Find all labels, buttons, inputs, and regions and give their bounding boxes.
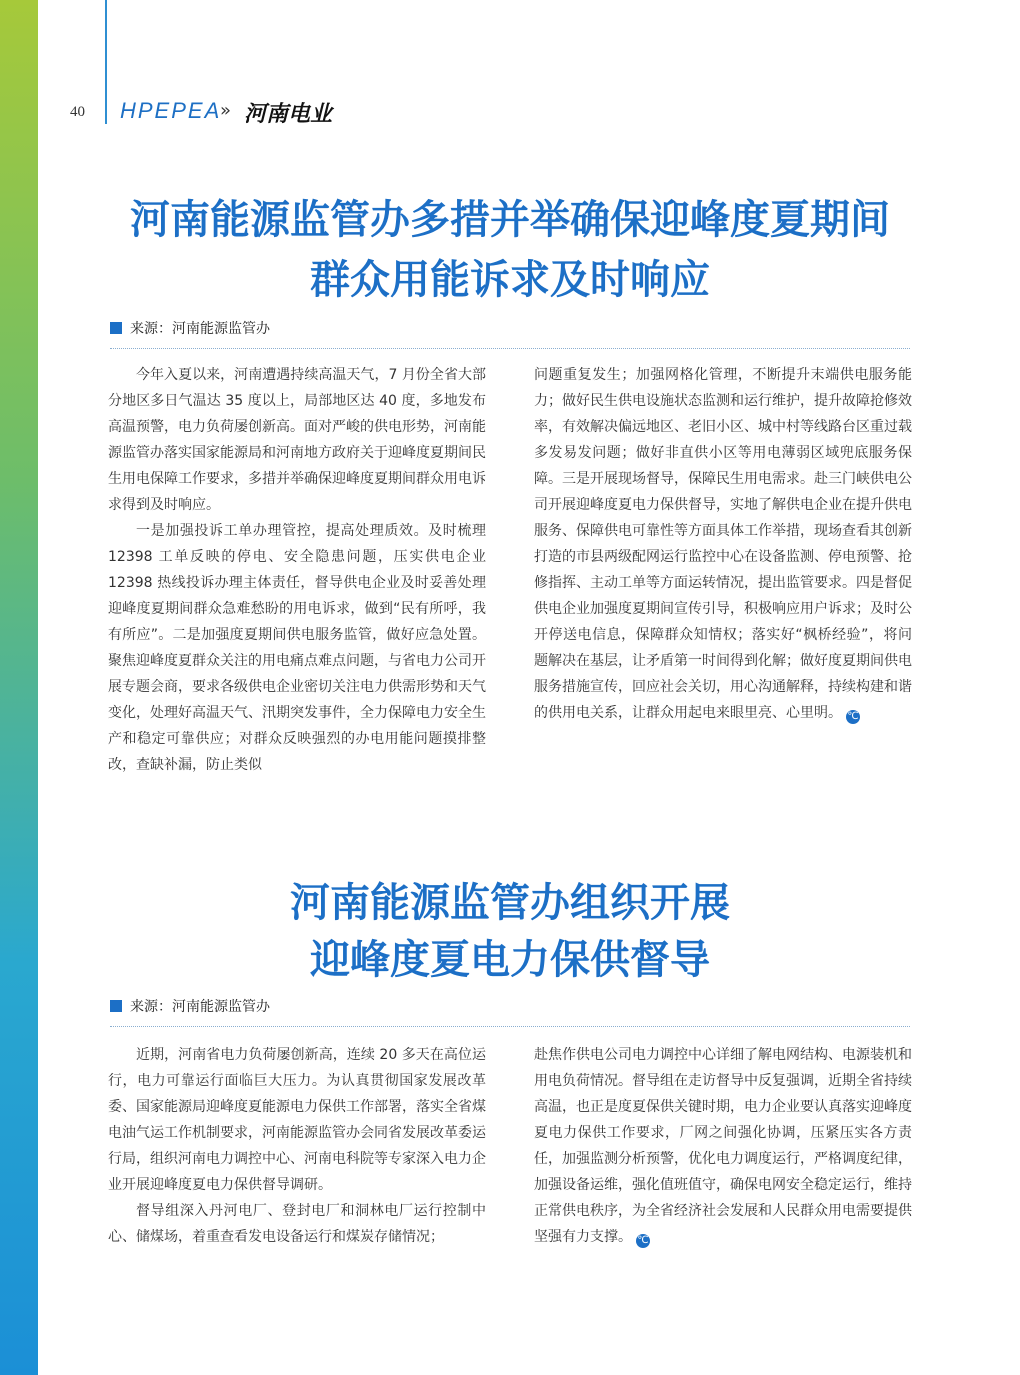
article1-right-column xyxy=(534,362,912,726)
article2-left-column xyxy=(108,1042,486,1250)
end-mark-icon: ℃ xyxy=(847,711,859,722)
header-separator: » xyxy=(220,100,232,121)
magazine-logo-en: HPEPEA xyxy=(120,98,222,123)
article1-paragraph-1: 今年入夏以来，河南遭遇持续高温天气，7 月份全省大部分地区多日气温达 35 度以上，局部地区达 40 度，多地发布高温预警，电力负荷屡创新高。面对严峻的供电形势，河南能源监管办落实国家能源局和河南地方政府关于迎峰度夏期间民生用电保障工作要求，多措并举确保迎峰度夏期间群众用电诉求得到及时响应。 xyxy=(108,367,486,513)
article2-source xyxy=(110,996,910,1027)
article1-left-column xyxy=(108,362,486,778)
source-square-icon xyxy=(110,322,122,334)
magazine-logo-cn: 河南电业 xyxy=(244,102,333,127)
end-mark-icon: ℃ xyxy=(637,1235,649,1246)
article2-paragraph-2: 督导组深入丹河电厂、登封电厂和洞林电厂运行控制中心、储煤场，着重查看发电设备运行和煤炭存储情况； xyxy=(108,1203,486,1245)
article2-right-column xyxy=(534,1042,912,1250)
article2-title-line2: 迎峰度夏电力保供督导 xyxy=(310,937,710,983)
article2-paragraph-3 xyxy=(534,1042,912,1250)
article1-paragraph-2: 一是加强投诉工单办理管控，提高处理质效。及时梳理 12398 工单反映的停电、安全隐患问题，压实供电企业 12398 热线投诉办理主体责任，督导供电企业及时妥善处理迎峰度夏期间群众急难愁盼的用电诉求，做到“民有所呼，我有所应”。二是加强度夏期间供电服务监管，做好应急处置。聚焦迎峰度夏群众关注的用电痛点难点问题，与省电力公司开展专题会商，要求各级供电企业密切关注电力供需形势和天气变化，处理好高温天气、汛期突发事件，全力保障电力安全生产和稳定可靠供应；对群众反映强烈的办电用能问题摸排整改，查缺补漏，防止类似 xyxy=(108,523,486,773)
page-number: 40 xyxy=(70,104,85,120)
article1-title-line2: 群众用能诉求及时响应 xyxy=(310,257,710,303)
header-rule xyxy=(105,0,107,124)
article1-source-text: 来源：河南能源监管办 xyxy=(130,321,270,337)
side-color-bar xyxy=(0,0,38,1375)
source-square-icon xyxy=(110,1000,122,1012)
article1-right-text: 问题重复发生；加强网格化管理，不断提升末端供电服务能力；做好民生供电设施状态监测和运行维护，提升故障抢修效率，有效解决偏远地区、老旧小区、城中村等线路台区重过载多发易发问题；做好非直供小区等用电薄弱区域兜底服务保障。三是开展现场督导，保障民生用电需求。赴三门峡供电公司开展迎峰度夏电力保供督导，实地了解供电企业在提升供电服务、保障供电可靠性等方面具体工作举措，现场查看其创新打造的市县两级配网运行监控中心在设备监测、停电预警、抢修指挥、主动工单等方面运转情况，提出监管要求。四是督促供电企业加强度夏期间宣传引导，积极响应用户诉求；及时公开停送电信息，保障群众知情权；落实好“枫桥经验”，将问题解决在基层，让矛盾第一时间得到化解；做好度夏期间供电服务措施宣传，回应社会关切，用心沟通解释，持续构建和谐的供用电关系，让群众用起电来眼里亮、心里明。 xyxy=(534,367,912,721)
article2-paragraph-1: 近期，河南省电力负荷屡创新高，连续 20 多天在高位运行，电力可靠运行面临巨大压力。为认真贯彻国家发展改革委、国家能源局迎峰度夏能源电力保供工作部署，落实全省煤电油气运工作机制要求，河南能源监管办会同省发展改革委运行局，组织河南电力调控中心、河南电科院等专家深入电力企业开展迎峰度夏电力保供督导调研。 xyxy=(108,1047,486,1193)
article1-paragraph-3 xyxy=(534,362,912,726)
article1-title-line1: 河南能源监管办多措并举确保迎峰度夏期间 xyxy=(130,197,890,243)
article2-title-line1: 河南能源监管办组织开展 xyxy=(290,880,730,926)
article2-right-text: 赴焦作供电公司电力调控中心详细了解电网结构、电源装机和用电负荷情况。督导组在走访督导中反复强调，近期全省持续高温，也正是度夏保供关键时期，电力企业要认真落实迎峰度夏电力保供工作要求，厂网之间强化协调，压紧压实各方责任，加强监测分析预警，优化电力调度运行，严格调度纪律，加强设备运维，强化值班值守，确保电网安全稳定运行，维持正常供电秩序，为全省经济社会发展和人民群众用电需要提供坚强有力支撑。 xyxy=(534,1047,912,1245)
article2-source-text: 来源：河南能源监管办 xyxy=(130,999,270,1015)
article1-source xyxy=(110,318,910,349)
